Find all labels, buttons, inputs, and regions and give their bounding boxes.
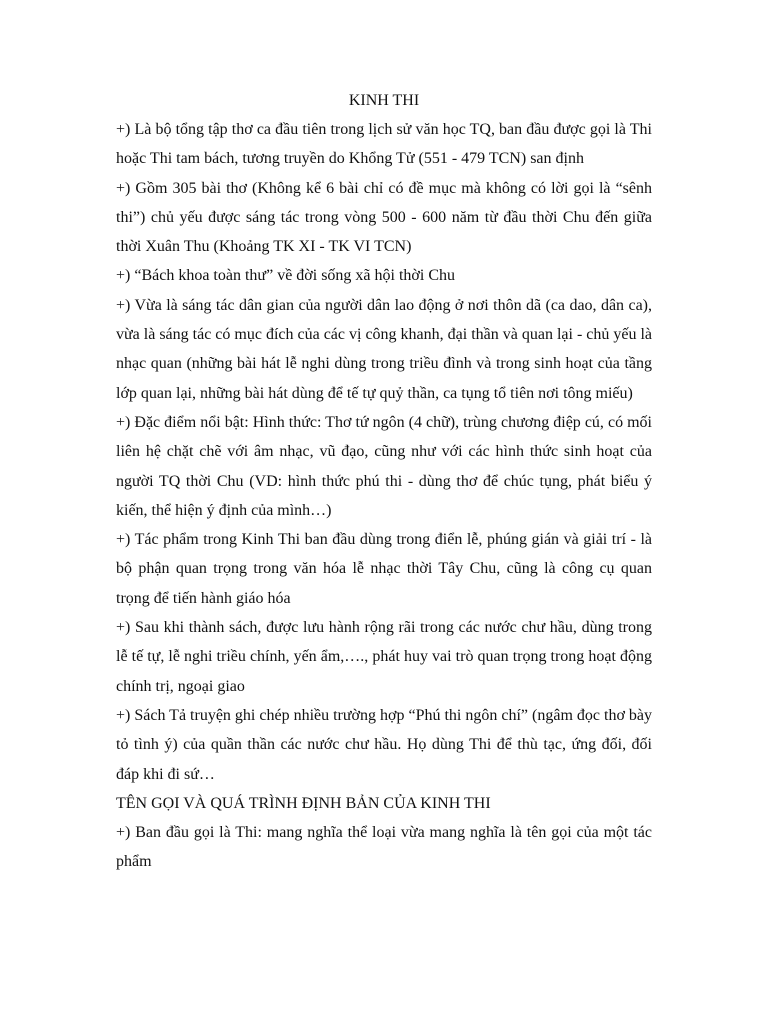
document-title: KINH THI: [348, 92, 420, 109]
paragraph-6: +) Tác phẩm trong Kinh Thi ban đầu dùng trong điển lễ, phúng gián và giải trí - là bộ phận quan trọng trong văn hóa lễ nhạc thời Tây Chu, cũng là công cụ quan trọng để tiến hành giáo hóa: [116, 531, 652, 607]
document-body: [116, 86, 652, 877]
paragraph-4: +) Vừa là sáng tác dân gian của người dân lao động ở nơi thôn dã (ca dao, dân ca), vừa là sáng tác có mục đích của các vị công khanh, đại thần và quan lại - chủ yếu là nhạc quan (những bài hát lễ nghi dùng trong triều đình và trong sinh hoạt của tầng lớp quan lại, những bài hát dùng để tế tự quỷ thần, ca tụng tổ tiên nơi tông miếu): [116, 296, 653, 402]
section-heading: TÊN GỌI VÀ QUÁ TRÌNH ĐỊNH BẢN CỦA KINH THI: [116, 794, 491, 812]
paragraph-3: +) “Bách khoa toàn thư” về đời sống xã hội thời Chu: [116, 267, 455, 285]
paragraph-1: +) Là bộ tổng tập thơ ca đầu tiên trong lịch sử văn học TQ, ban đầu được gọi là Thi hoặc Thi tam bách, tương truyền do Khổng Tử (551 - 479 TCN) san định: [116, 121, 652, 168]
paragraph-2: +) Gồm 305 bài thơ (Không kể 6 bài chỉ có đề mục mà không có lời gọi là “sênh thi”) chủ yếu được sáng tác trong vòng 500 - 600 năm từ đầu thời Chu đến giữa thời Xuân Thu (Khoảng TK XI - TK VI TCN): [116, 179, 652, 256]
paragraph-5: +) Đặc điểm nổi bật: Hình thức: Thơ tứ ngôn (4 chữ), trùng chương điệp cú, có mối liên hệ chặt chẽ với âm nhạc, vũ đạo, cũng như với các hình thức sinh hoạt của người TQ thời Chu (VD: hình thức phú thi - dùng thơ để chúc tụng, phát biểu ý kiến, thể hiện ý định của mình…): [116, 413, 652, 519]
paragraph-8: +) Sách Tả truyện ghi chép nhiều trường hợp “Phú thi ngôn chí” (ngâm đọc thơ bày tỏ tình ý) của quần thần các nước chư hầu. Họ dùng Thi để thù tạc, ứng đối, đối đáp khi đi sứ…: [116, 706, 652, 783]
section-paragraph-1: +) Ban đầu gọi là Thi: mang nghĩa thể loại vừa mang nghĩa là tên gọi của một tác phẩm: [116, 824, 652, 871]
paragraph-7: +) Sau khi thành sách, được lưu hành rộng rãi trong các nước chư hầu, dùng trong lễ tế tự, lễ nghi triều chính, yến ẩm,…., phát huy vai trò quan trọng trong hoạt động chính trị, ngoại giao: [116, 619, 652, 695]
